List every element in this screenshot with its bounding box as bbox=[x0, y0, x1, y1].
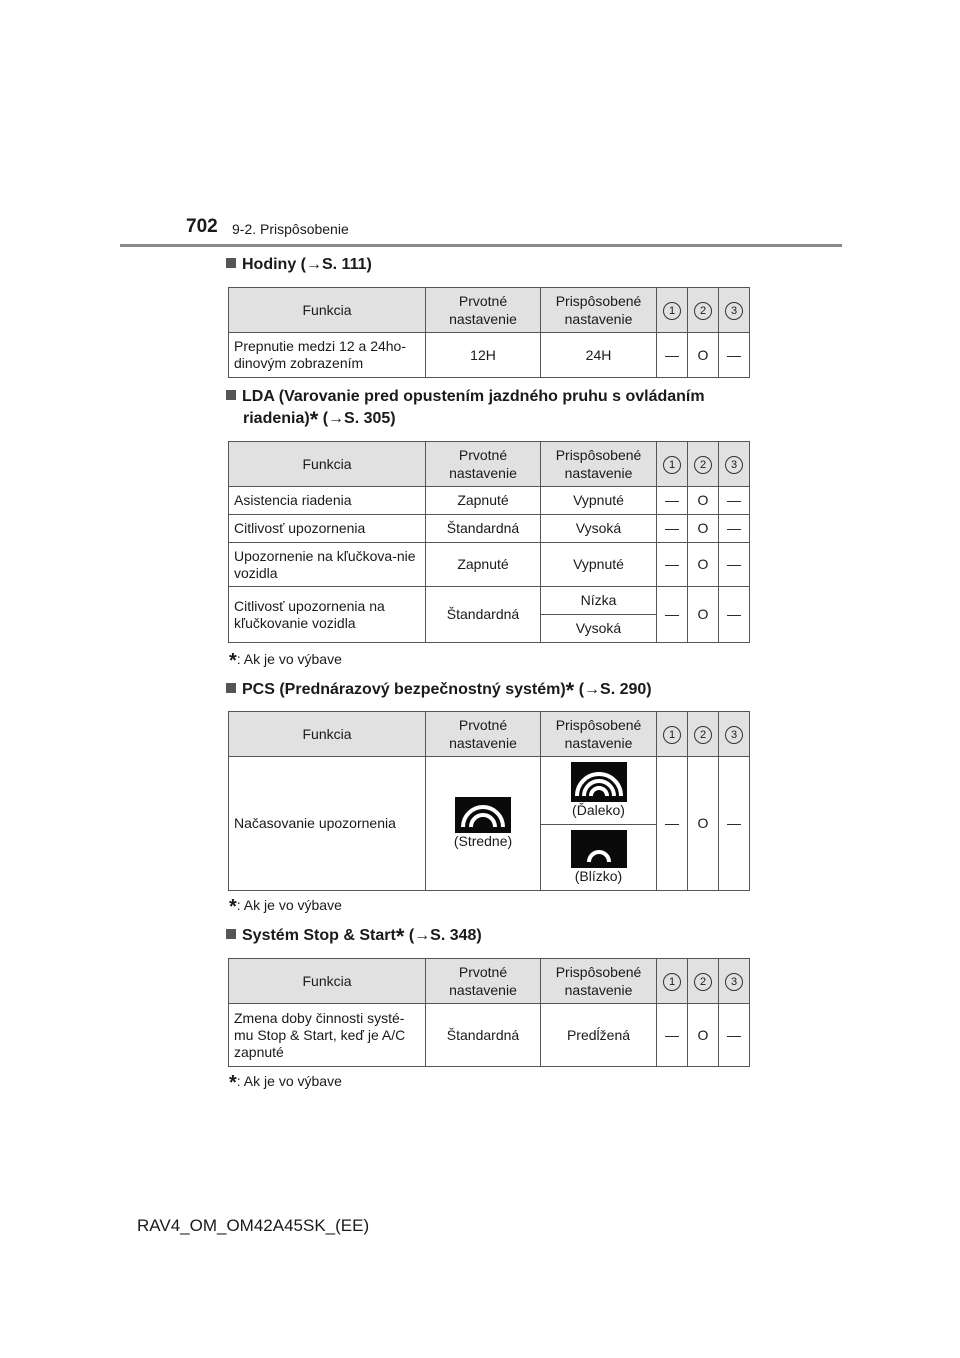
mark-cell-2: O bbox=[688, 587, 719, 643]
function-cell: Zmena doby činnosti systé-mu Stop & Start, keď je A/C zapnuté bbox=[229, 1004, 426, 1067]
col-header-1 bbox=[657, 442, 688, 487]
mark-cell-2: O bbox=[688, 757, 719, 891]
circled-number-1: 1 bbox=[663, 456, 681, 474]
asterisk-mark: * bbox=[229, 650, 237, 672]
mark-cell-1: — bbox=[657, 757, 688, 891]
col-header-function: Funkcia bbox=[229, 959, 426, 1004]
function-cell: Asistencia riadenia bbox=[229, 487, 426, 515]
col-header-2 bbox=[688, 442, 719, 487]
custom-cell-option-a: Nízka bbox=[541, 587, 657, 615]
col-header-1 bbox=[657, 959, 688, 1004]
custom-cell: Vypnuté bbox=[541, 487, 657, 515]
initial-cell: Zapnuté bbox=[426, 543, 541, 587]
section-title-text: PCS (Prednárazový bezpečnostný systém) bbox=[242, 681, 566, 698]
col-header-2 bbox=[688, 712, 719, 757]
icon-caption: (Blízko) bbox=[574, 868, 623, 884]
mark-cell-1: — bbox=[657, 587, 688, 643]
mark-cell-2: O bbox=[688, 487, 719, 515]
section-title-text: Hodiny (→S. 111) bbox=[242, 256, 372, 273]
initial-cell: Štandardná bbox=[426, 1004, 541, 1067]
col-header-2 bbox=[688, 959, 719, 1004]
col-header-custom: Prispôsobené nastavenie bbox=[541, 442, 657, 487]
mark-cell-2: O bbox=[688, 515, 719, 543]
page-number: 702 bbox=[186, 216, 218, 237]
custom-cell-option-b: Vysoká bbox=[541, 615, 657, 643]
footnote-text: : Ak je vo výbave bbox=[236, 897, 342, 913]
section-title-lda bbox=[226, 386, 746, 408]
circled-number-1: 1 bbox=[663, 973, 681, 991]
initial-cell: Štandardná bbox=[426, 587, 541, 643]
mark-cell-1: — bbox=[657, 515, 688, 543]
header-rule bbox=[120, 244, 842, 247]
mark-cell-2: O bbox=[688, 1004, 719, 1067]
mark-cell-3: — bbox=[719, 515, 750, 543]
icon-caption: (Ďaleko) bbox=[572, 802, 625, 818]
section-title-text: LDA (Varovanie pred opustením jazdného pruhu s ovládaním bbox=[242, 388, 705, 405]
section-title-text: Systém Stop & Start bbox=[242, 927, 396, 944]
col-header-initial: Prvotné nastavenie bbox=[426, 442, 541, 487]
custom-cell-option-b bbox=[541, 825, 657, 891]
chapter-title: 9-2. Prispôsobenie bbox=[232, 221, 349, 237]
circled-number-2: 2 bbox=[694, 973, 712, 991]
section-title-pcs bbox=[226, 679, 652, 701]
custom-cell: Predĺžená bbox=[541, 1004, 657, 1067]
section-title-text: riadenia) bbox=[243, 410, 310, 427]
asterisk-mark: * bbox=[395, 924, 405, 949]
footnote bbox=[229, 650, 342, 673]
section-title-lda-line2 bbox=[243, 408, 396, 430]
table-row bbox=[229, 487, 750, 515]
col-header-3 bbox=[719, 959, 750, 1004]
asterisk-mark: * bbox=[229, 896, 237, 918]
asterisk-mark: * bbox=[565, 678, 575, 703]
col-header-custom: Prispôsobené nastavenie bbox=[541, 959, 657, 1004]
table-row bbox=[229, 333, 750, 378]
col-header-3 bbox=[719, 288, 750, 333]
table-row bbox=[229, 587, 750, 615]
col-header-function: Funkcia bbox=[229, 712, 426, 757]
footnote bbox=[229, 1072, 342, 1095]
lda-settings-table bbox=[228, 441, 750, 643]
bullet-square-icon bbox=[226, 390, 236, 400]
mark-cell-3: — bbox=[719, 1004, 750, 1067]
initial-cell: Štandardná bbox=[426, 515, 541, 543]
col-header-2 bbox=[688, 288, 719, 333]
mark-cell-3: — bbox=[719, 487, 750, 515]
stop-start-settings-table bbox=[228, 958, 750, 1067]
clock-settings-table bbox=[228, 287, 750, 378]
asterisk-mark: * bbox=[229, 1072, 237, 1094]
custom-cell: Vypnuté bbox=[541, 543, 657, 587]
mark-cell-3: — bbox=[719, 757, 750, 891]
mark-cell-1: — bbox=[657, 487, 688, 515]
circled-number-3: 3 bbox=[725, 456, 743, 474]
bullet-square-icon bbox=[226, 929, 236, 939]
function-cell: Citlivosť upozornenia na kľučkovanie vozidla bbox=[229, 587, 426, 643]
table-header-row bbox=[229, 959, 750, 1004]
col-header-function: Funkcia bbox=[229, 288, 426, 333]
icon-caption: (Stredne) bbox=[453, 833, 513, 849]
col-header-3 bbox=[719, 712, 750, 757]
bullet-square-icon bbox=[226, 258, 236, 268]
custom-cell: 24H bbox=[541, 333, 657, 378]
mark-cell-1: — bbox=[657, 543, 688, 587]
warning-timing-middle-icon bbox=[455, 797, 511, 833]
custom-cell-option-a bbox=[541, 757, 657, 825]
mark-cell-1: — bbox=[657, 1004, 688, 1067]
warning-timing-near-icon bbox=[571, 830, 627, 868]
table-row bbox=[229, 757, 750, 825]
initial-cell: Zapnuté bbox=[426, 487, 541, 515]
function-cell: Upozornenie na kľučkova-nie vozidla bbox=[229, 543, 426, 587]
circled-number-3: 3 bbox=[725, 726, 743, 744]
col-header-1 bbox=[657, 712, 688, 757]
col-header-custom: Prispôsobené nastavenie bbox=[541, 288, 657, 333]
mark-cell-2: O bbox=[688, 333, 719, 378]
circled-number-1: 1 bbox=[663, 726, 681, 744]
page-reference: (→S. 305) bbox=[322, 410, 396, 427]
col-header-1 bbox=[657, 288, 688, 333]
col-header-function: Funkcia bbox=[229, 442, 426, 487]
table-header-row bbox=[229, 712, 750, 757]
custom-cell: Vysoká bbox=[541, 515, 657, 543]
function-cell: Citlivosť upozornenia bbox=[229, 515, 426, 543]
col-header-custom: Prispôsobené nastavenie bbox=[541, 712, 657, 757]
document-code: RAV4_OM_OM42A45SK_(EE) bbox=[137, 1216, 370, 1235]
col-header-initial: Prvotné nastavenie bbox=[426, 712, 541, 757]
section-title-clock bbox=[226, 254, 372, 276]
circled-number-3: 3 bbox=[725, 973, 743, 991]
table-row bbox=[229, 1004, 750, 1067]
footnote bbox=[229, 896, 342, 919]
circled-number-1: 1 bbox=[663, 302, 681, 320]
mark-cell-3: — bbox=[719, 587, 750, 643]
page-reference: (→S. 348) bbox=[408, 927, 482, 944]
mark-cell-1: — bbox=[657, 333, 688, 378]
initial-cell bbox=[426, 757, 541, 891]
initial-cell: 12H bbox=[426, 333, 541, 378]
table-row bbox=[229, 515, 750, 543]
section-title-stop-start bbox=[226, 925, 482, 947]
footnote-text: : Ak je vo výbave bbox=[236, 651, 342, 667]
mark-cell-2: O bbox=[688, 543, 719, 587]
col-header-3 bbox=[719, 442, 750, 487]
table-header-row bbox=[229, 288, 750, 333]
function-cell: Načasovanie upozornenia bbox=[229, 757, 426, 891]
col-header-initial: Prvotné nastavenie bbox=[426, 959, 541, 1004]
mark-cell-3: — bbox=[719, 543, 750, 587]
bullet-square-icon bbox=[226, 683, 236, 693]
pcs-settings-table bbox=[228, 711, 750, 891]
footnote-text: : Ak je vo výbave bbox=[236, 1073, 342, 1089]
table-header-row bbox=[229, 442, 750, 487]
circled-number-2: 2 bbox=[694, 456, 712, 474]
table-row bbox=[229, 543, 750, 587]
asterisk-mark: * bbox=[309, 407, 319, 432]
col-header-initial: Prvotné nastavenie bbox=[426, 288, 541, 333]
mark-cell-3: — bbox=[719, 333, 750, 378]
function-cell: Prepnutie medzi 12 a 24ho-dinovým zobrazením bbox=[229, 333, 426, 378]
circled-number-2: 2 bbox=[694, 726, 712, 744]
page-reference: (→S. 290) bbox=[578, 681, 652, 698]
circled-number-3: 3 bbox=[725, 302, 743, 320]
circled-number-2: 2 bbox=[694, 302, 712, 320]
warning-timing-far-icon bbox=[571, 762, 627, 802]
